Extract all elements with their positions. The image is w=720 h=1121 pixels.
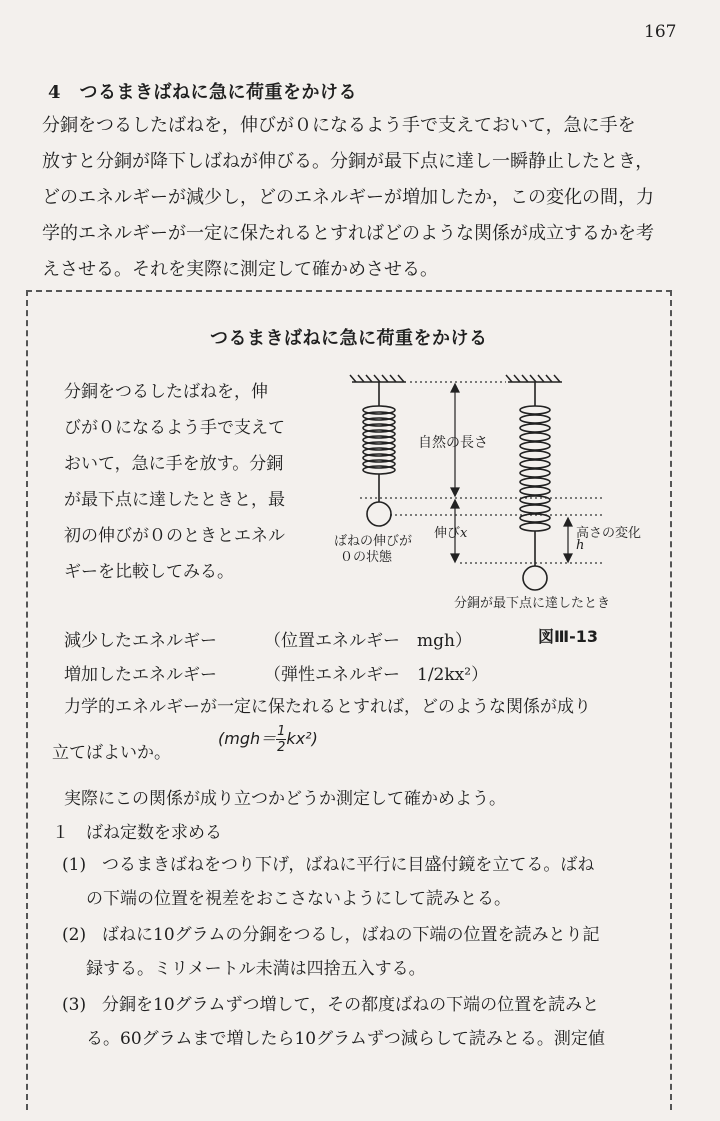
instruction-line: ギーを比較してみる。 [64,562,234,582]
spring-figure [330,370,660,620]
step-text: つるまきばねをつり下げ，ばねに平行に目盛付鏡を立てる。ばね [102,855,595,875]
spring-diagram [330,370,660,620]
lowest-point-label: 分銅が最下点に達したとき [454,596,611,611]
instruction-line: おいて，急に手を放す。分銅 [64,454,284,474]
zero-state-label-1: ばねの伸びが [334,534,413,549]
ceiling-left [350,375,406,382]
section-title: つるまきばねに急に荷重をかける [79,82,358,103]
increased-value: （弾性エネルギー 1/2kx²） [264,665,489,685]
relation-fraction [276,724,286,755]
instruction-line: 初の伸びが０のときとエネル [64,526,285,546]
step-number: (1) [62,855,87,875]
step-number: (3) [62,995,87,1015]
zero-state-label-2: ０の状態 [340,550,393,565]
step-line [62,988,662,1022]
extension-var: x [460,526,468,541]
step-line: 録する。ミリメートル未満は四捨五入する。 [86,959,426,979]
decreased-value: （位置エネルギー mgh） [264,631,472,651]
height-change-label: 高さの変化 [576,526,642,541]
relation-right: kx² [286,729,312,748]
natural-length-label: 自然の長さ [418,435,488,451]
left-spring [363,382,395,526]
step-number: (2) [62,925,87,945]
question-line-2: 立てばよいか。 [52,743,171,763]
step-3 [62,988,662,1056]
step-text: ばねに10グラムの分銅をつるし，ばねの下端の位置を読みとり記 [102,925,600,945]
box-instructions [64,374,364,590]
intro-line: 分銅をつるしたばねを，伸びが０になるよう手で支えておいて，急に手を [42,115,636,136]
increased-label: 増加したエネルギー [64,665,217,685]
question-line-1: 力学的エネルギーが一定に保たれるとすれば，どのような関係が成り [64,697,591,717]
relation-formula: (mgh＝ $\frac{1}{2}$ kx²) [218,724,318,755]
step-line: の下端の位置を視差をおこさないようにして読みとる。 [86,889,511,909]
intro-line: 学的エネルギーが一定に保たれるとすればどのような関係が成立するかを考 [42,223,654,244]
instruction-line: びが０になるよう手で支えて [64,418,285,438]
figure-caption: 図Ⅲ-13 [538,627,599,646]
intro-paragraph [42,108,682,288]
verify-line: 実際にこの関係が成り立つかどうか測定して確かめよう。 [64,789,506,809]
step-line [62,918,662,952]
intro-line: 放すと分銅が降下しばねが伸びる。分銅が最下点に達し一瞬静止したとき， [42,151,654,172]
step-text: 分銅を10グラムずつ増して，その都度ばねの下端の位置を読みと [102,995,600,1015]
increased-energy-row [64,660,488,685]
relation-left: mgh＝ [224,729,277,748]
step-title: １ ばね定数を求める [52,823,222,843]
intro-line: えさせる。それを実際に測定して確かめさせる。 [42,259,438,280]
decreased-energy-row [64,626,472,651]
extension-text: 伸び [434,526,461,541]
extension-label [434,522,467,541]
right-spring [520,382,550,590]
page-number: 167 [644,22,677,42]
step-line [62,848,662,882]
instruction-line: が最下点に達したときと，最 [64,490,285,510]
box-title: つるまきばねに急に荷重をかける [210,328,488,349]
step-1 [62,848,662,916]
section-heading [48,78,357,104]
step-2 [62,918,662,986]
decreased-label: 減少したエネルギー [64,631,217,651]
instruction-line: 分銅をつるしたばねを，伸 [64,382,268,402]
ceiling-right [506,375,562,382]
dimension-arrows [451,384,572,562]
section-number: 4 [48,82,62,103]
intro-line: どのエネルギーが減少し，どのエネルギーが増加したか，この変化の間，力 [42,187,654,208]
fraction-denominator: 2 [277,740,286,755]
step-line: る。60グラムまで増したら10グラムずつ減らして読みとる。測定値 [86,1029,605,1049]
height-var: h [576,538,585,553]
fraction-numerator: 1 [277,724,286,739]
